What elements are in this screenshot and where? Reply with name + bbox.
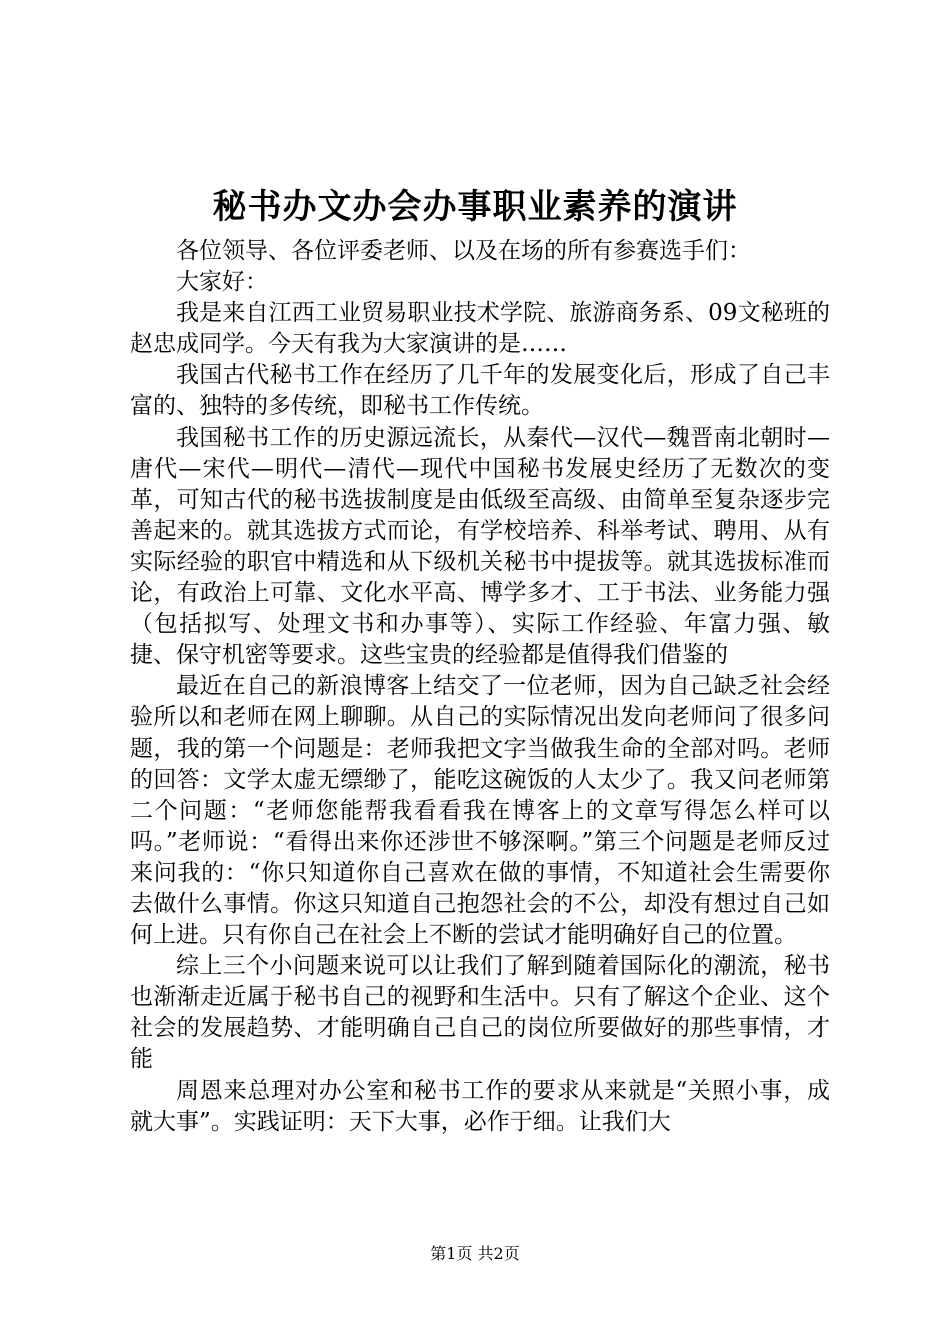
paragraph-history: 我国秘书工作的历史源远流长，从秦代—汉代—魏晋南北朝时—唐代—宋代—明代—清代—现代中国秘书发展史经历了无数次的变革，可知古代的秘书选拔制度是由低级至高级、由简单至复杂逐步完善起来的。就其选拔方式而论，有学校培养、科举考试、聘用、从有实际经验的职官中精选和从下级机关秘书中提拔等。就其选拔标准而论，有政治上可靠、文化水平高、博学多才、工于书法、业务能力强（包括拟写、处理文书和办事等）、实际工作经验、年富力强、敏捷、保守机密等要求。这些宝贵的经验都是值得我们借鉴的	[130, 424, 830, 669]
paragraph-summary: 综上三个小问题来说可以让我们了解到随着国际化的潮流，秘书也渐渐走近属于秘书自己的视野和生活中。只有了解这个企业、这个社会的发展趋势、才能明确自己自己的岗位所要做好的那些事情，才能	[130, 953, 830, 1073]
page-footer: 第1页 共2页	[430, 1244, 520, 1263]
document-title: 秘书办文办会办事职业素养的演讲	[212, 187, 738, 227]
paragraph-introduction: 我是来自江西工业贸易职业技术学院、旅游商务系、09文秘班的赵忠成同学。今天有我为大家演讲的是……	[130, 300, 830, 358]
paragraph-blog-teacher: 最近在自己的新浪博客上结交了一位老师，因为自己缺乏社会经验所以和老师在网上聊聊。从自己的实际情况出发向老师问了很多问题，我的第一个问题是：老师我把文字当做我生命的全部对吗。老师的回答：文学太虚无缥缈了，能吃这碗饭的人太少了。我又问老师第二个问题：“老师您能帮我看看我在博客上的文章写得怎么样可以吗。”老师说：“看得出来你还涉世不够深啊。”第三个问题是老师反过来问我的：“你只知道你自己喜欢在做的事情，不知道社会生需要你去做什么事情。你这只知道自己抱怨社会的不公，却没有想过自己如何上进。只有你自己在社会上不断的尝试才能明确好自己的位置。	[130, 673, 830, 949]
paragraph-tradition: 我国古代秘书工作在经历了几千年的发展变化后，形成了自己丰富的、独特的多传统，即秘书工作传统。	[130, 362, 830, 420]
paragraph-salutation: 各位领导、各位评委老师、以及在场的所有参赛选手们：	[176, 238, 751, 264]
document-body	[130, 236, 830, 1138]
paragraph-zhou-enlai: 周恩来总理对办公室和秘书工作的要求从来就是“关照小事，成就大事”。实践证明：天下大事，必作于细。让我们大	[130, 1077, 830, 1135]
paragraph-greeting: 大家好：	[176, 269, 268, 296]
